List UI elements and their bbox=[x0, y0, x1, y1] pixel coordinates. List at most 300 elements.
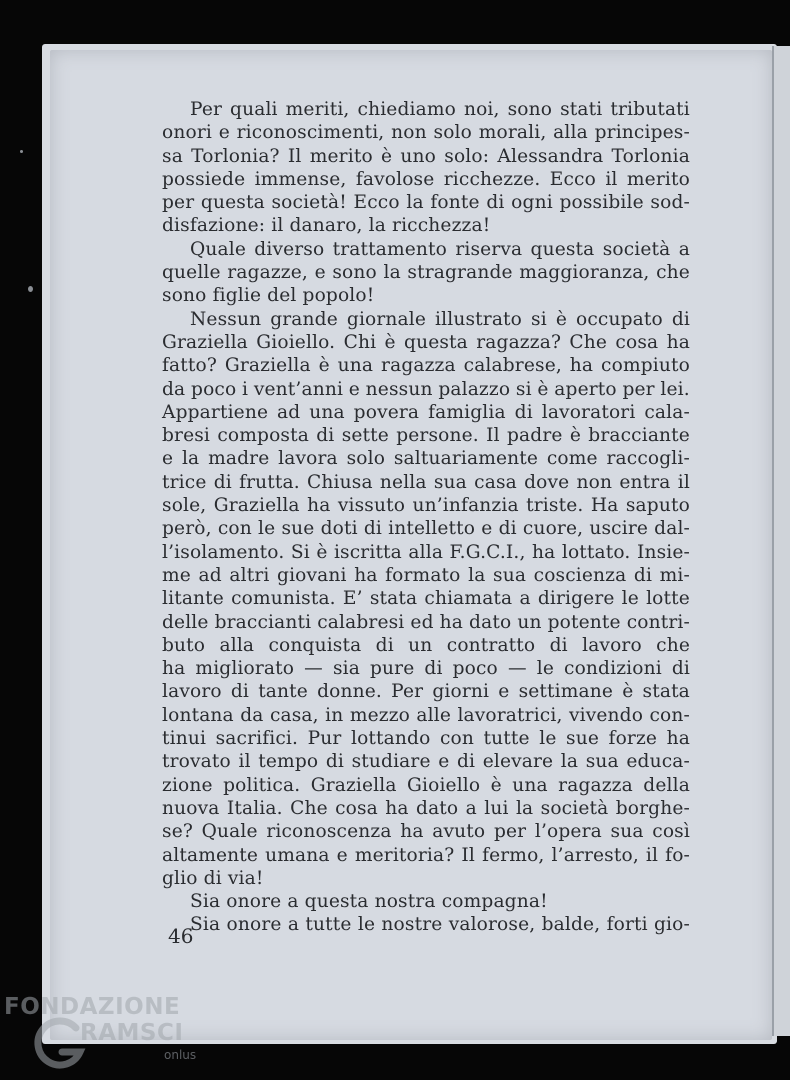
text-line-content: glio di via! bbox=[162, 867, 264, 889]
word: bracciante bbox=[588, 425, 690, 447]
text-line bbox=[162, 541, 690, 564]
word: con- bbox=[649, 704, 690, 726]
word: maggioranza, bbox=[519, 262, 650, 284]
word: onori bbox=[162, 122, 212, 144]
text-line bbox=[162, 284, 690, 307]
word: da bbox=[162, 378, 186, 400]
word: Il bbox=[461, 844, 476, 866]
text-line bbox=[162, 378, 690, 401]
word: la bbox=[181, 448, 200, 470]
word: padre bbox=[507, 425, 563, 447]
text-line bbox=[162, 611, 690, 634]
word: dato bbox=[416, 797, 459, 819]
word: litante bbox=[162, 588, 224, 610]
word: il bbox=[677, 471, 690, 493]
word: cosa bbox=[615, 331, 659, 353]
word: la bbox=[560, 751, 579, 773]
word: possibile bbox=[559, 192, 644, 214]
word: Gioiello. bbox=[256, 331, 336, 353]
word: dal- bbox=[654, 518, 690, 540]
word: Quale bbox=[201, 821, 258, 843]
word: ad bbox=[198, 564, 222, 586]
text-line bbox=[162, 331, 690, 354]
word: trattamento bbox=[332, 238, 448, 260]
word: è bbox=[569, 425, 581, 447]
word: una bbox=[309, 401, 345, 423]
word: politica. bbox=[223, 774, 301, 796]
word: società! bbox=[271, 192, 347, 214]
word: a bbox=[465, 797, 477, 819]
word: e bbox=[481, 518, 493, 540]
word: un bbox=[517, 611, 542, 633]
word: sono bbox=[507, 99, 553, 120]
word: noi, bbox=[463, 99, 500, 120]
word: studiare bbox=[351, 751, 431, 773]
word: zione bbox=[162, 774, 213, 796]
word: me bbox=[162, 564, 191, 586]
word: — bbox=[507, 658, 527, 680]
word: Che bbox=[569, 331, 608, 353]
next-page-edge bbox=[772, 46, 790, 1036]
word: una bbox=[512, 774, 548, 796]
text-line bbox=[162, 704, 690, 727]
word: stata bbox=[369, 588, 418, 610]
word: sue bbox=[566, 728, 600, 750]
word: ha bbox=[354, 564, 378, 586]
word: Sia bbox=[190, 914, 221, 936]
word: nessun bbox=[365, 378, 433, 400]
word: lontana bbox=[162, 704, 234, 726]
word: di bbox=[498, 518, 517, 540]
text-line bbox=[162, 913, 690, 936]
word: altamente bbox=[162, 844, 259, 866]
word: quelle bbox=[162, 262, 221, 284]
word: le bbox=[539, 728, 557, 750]
word: doti bbox=[320, 518, 358, 540]
word: riconoscenza bbox=[266, 821, 392, 843]
word: uscire bbox=[589, 518, 649, 540]
word: è bbox=[622, 681, 634, 703]
text-line bbox=[162, 191, 690, 214]
word: di bbox=[549, 634, 568, 656]
word: e bbox=[348, 378, 360, 400]
word: tempo bbox=[258, 751, 319, 773]
text-line bbox=[162, 308, 690, 331]
text-line bbox=[162, 424, 690, 447]
word: Nessun bbox=[190, 308, 262, 330]
word: trovato bbox=[162, 751, 231, 773]
word: E’ bbox=[342, 588, 363, 610]
word: ricchezze. bbox=[443, 168, 541, 190]
word: conquista bbox=[268, 634, 362, 656]
word: sono bbox=[332, 262, 377, 284]
text-line bbox=[162, 890, 690, 913]
text-line-content: disfazione: il danaro, la ricchezza! bbox=[162, 215, 491, 237]
word: fo- bbox=[665, 844, 690, 866]
text-line bbox=[162, 98, 690, 121]
word: è bbox=[316, 541, 328, 563]
word: Il bbox=[287, 145, 302, 167]
word: ragazza bbox=[558, 774, 633, 796]
word: lei. bbox=[660, 378, 690, 400]
word: ed bbox=[410, 611, 434, 633]
word: avuto bbox=[432, 821, 486, 843]
word: diverso bbox=[254, 238, 325, 260]
word: non bbox=[391, 122, 427, 144]
word: buto bbox=[162, 634, 206, 656]
text-line bbox=[162, 401, 690, 424]
word: casa, bbox=[269, 704, 319, 726]
text-line bbox=[162, 261, 690, 284]
word: per bbox=[493, 821, 527, 843]
word: di bbox=[230, 681, 250, 703]
word: frutta. bbox=[239, 471, 300, 493]
word: le bbox=[258, 518, 276, 540]
text-line bbox=[162, 354, 690, 377]
word: chiamata bbox=[424, 588, 513, 610]
word: nuova bbox=[162, 797, 220, 819]
word: poco bbox=[452, 658, 498, 680]
word: altri bbox=[229, 564, 270, 586]
word: lavoro bbox=[582, 634, 642, 656]
text-line bbox=[162, 680, 690, 703]
word: merito bbox=[626, 168, 690, 190]
word: lottando bbox=[350, 728, 431, 750]
word: chiediamo bbox=[357, 99, 456, 120]
scan-speck bbox=[28, 286, 33, 292]
word: tante bbox=[258, 681, 308, 703]
word: l’isolamento. bbox=[162, 541, 285, 563]
word: una bbox=[337, 355, 374, 377]
word: Che bbox=[290, 797, 328, 819]
word: e bbox=[314, 262, 326, 284]
word: riconoscimenti, bbox=[236, 122, 385, 144]
word: questa bbox=[404, 331, 468, 353]
word: la bbox=[515, 797, 534, 819]
word: da bbox=[240, 704, 264, 726]
word: compiuto bbox=[601, 355, 690, 377]
word: sua bbox=[493, 564, 527, 586]
word: ha bbox=[162, 658, 186, 680]
word: come bbox=[546, 448, 598, 470]
word: sod- bbox=[650, 192, 690, 214]
word: balde, bbox=[541, 914, 601, 936]
word: lottato. bbox=[561, 541, 631, 563]
word: sua bbox=[610, 821, 644, 843]
word: tributati bbox=[610, 99, 690, 120]
word: alla bbox=[553, 122, 588, 144]
text-line bbox=[162, 214, 690, 237]
word: persone. bbox=[396, 425, 479, 447]
word: di bbox=[325, 751, 344, 773]
word: e bbox=[218, 122, 230, 144]
word: cuore, bbox=[522, 518, 584, 540]
text-line bbox=[162, 471, 690, 494]
text-line bbox=[162, 587, 690, 610]
word: mezzo bbox=[349, 704, 410, 726]
text-line bbox=[162, 634, 690, 657]
word: dato bbox=[469, 611, 512, 633]
body-text bbox=[162, 98, 690, 937]
word: pure bbox=[370, 658, 415, 680]
word: sue bbox=[281, 518, 315, 540]
text-line bbox=[162, 750, 690, 773]
word: questa bbox=[200, 192, 265, 214]
word: comunista. bbox=[231, 588, 336, 610]
word: saltuariamente bbox=[393, 448, 539, 470]
word: merito bbox=[309, 145, 373, 167]
word: calabresi bbox=[317, 611, 405, 633]
watermark-line3: onlus bbox=[164, 1048, 197, 1062]
word: giorni bbox=[432, 681, 490, 703]
word: elevare bbox=[482, 751, 554, 773]
text-line bbox=[162, 797, 690, 820]
word: di bbox=[633, 564, 653, 586]
word: l’arresto, bbox=[551, 844, 639, 866]
word: madre bbox=[208, 448, 270, 470]
text-line bbox=[162, 145, 690, 168]
word: tutte bbox=[305, 914, 352, 936]
word: nostre bbox=[381, 914, 443, 936]
word: per bbox=[162, 192, 195, 214]
word: fatto? bbox=[162, 355, 217, 377]
word: Pur bbox=[307, 728, 342, 750]
word: società bbox=[540, 797, 609, 819]
word: ha bbox=[532, 541, 556, 563]
word: calabrese, bbox=[463, 355, 562, 377]
word: Chiusa bbox=[307, 471, 373, 493]
word: solo bbox=[346, 448, 386, 470]
word: Torlonia? bbox=[191, 145, 280, 167]
word: triste. bbox=[526, 495, 584, 517]
word: cala- bbox=[644, 401, 690, 423]
word: giovani bbox=[277, 564, 347, 586]
word: sette bbox=[341, 425, 389, 447]
word: per bbox=[622, 378, 655, 400]
word: con bbox=[217, 518, 252, 540]
word: sole, bbox=[162, 495, 207, 517]
word: Graziella bbox=[224, 355, 311, 377]
word: questa bbox=[530, 238, 595, 260]
word: migliorato bbox=[195, 658, 295, 680]
word: è bbox=[381, 145, 393, 167]
word: la bbox=[406, 192, 424, 214]
word: società bbox=[602, 238, 671, 260]
word: di bbox=[514, 401, 533, 423]
word: Graziella bbox=[310, 774, 397, 796]
word: cosa bbox=[335, 797, 378, 819]
word: solo: bbox=[444, 145, 490, 167]
text-line bbox=[162, 121, 690, 144]
word: uno bbox=[400, 145, 437, 167]
word: Quale bbox=[190, 238, 247, 260]
word: ha bbox=[569, 355, 594, 377]
word: alla bbox=[219, 634, 255, 656]
word: il bbox=[605, 168, 618, 190]
word: di bbox=[486, 192, 505, 214]
word: potente bbox=[547, 611, 621, 633]
word: ha bbox=[385, 797, 409, 819]
word: le bbox=[536, 658, 554, 680]
watermark-g-logo-icon bbox=[32, 1016, 86, 1072]
word: sa bbox=[162, 145, 183, 167]
word: ha bbox=[666, 728, 690, 750]
word: che bbox=[656, 262, 690, 284]
word: la bbox=[468, 564, 486, 586]
word: e bbox=[438, 751, 450, 773]
text-line bbox=[162, 168, 690, 191]
word: alle bbox=[416, 704, 452, 726]
text-line bbox=[162, 820, 690, 843]
word: è bbox=[384, 331, 396, 353]
text-line bbox=[162, 867, 690, 890]
word: con bbox=[439, 728, 475, 750]
word: fonte bbox=[430, 192, 480, 214]
text-line bbox=[162, 657, 690, 680]
word: educa- bbox=[626, 751, 690, 773]
word: di bbox=[671, 308, 690, 330]
word: sacrifici. bbox=[215, 728, 299, 750]
word: vent’anni bbox=[253, 378, 344, 400]
word: lui bbox=[484, 797, 509, 819]
word: donne. bbox=[317, 681, 382, 703]
word: Ecco bbox=[353, 192, 400, 214]
word: illustrato bbox=[435, 308, 523, 330]
word: contratto bbox=[446, 634, 536, 656]
word: ad bbox=[277, 401, 301, 423]
word: è bbox=[318, 355, 330, 377]
word: e bbox=[162, 448, 174, 470]
word: di bbox=[456, 751, 476, 773]
watermark-line2: RAMSCI bbox=[80, 1020, 184, 1046]
word: solo bbox=[433, 122, 472, 144]
word: mi- bbox=[659, 564, 690, 586]
word: un’infanzia bbox=[412, 495, 519, 517]
word: gio- bbox=[654, 914, 690, 936]
word: lavoro bbox=[162, 681, 222, 703]
text-line bbox=[162, 564, 690, 587]
word: non bbox=[576, 471, 613, 493]
word: stata bbox=[642, 681, 690, 703]
word: iscritta bbox=[333, 541, 402, 563]
word: a bbox=[678, 238, 690, 260]
text-line bbox=[162, 727, 690, 750]
watermark-line1: FONDAZIONE bbox=[4, 994, 181, 1020]
word: Chi bbox=[343, 331, 377, 353]
word: Il bbox=[486, 425, 500, 447]
text-line-content: sono figlie del popolo! bbox=[162, 285, 375, 307]
word: della bbox=[643, 774, 690, 796]
word: però, bbox=[162, 518, 212, 540]
text-line bbox=[162, 447, 690, 470]
word: condizioni bbox=[564, 658, 662, 680]
word: delle bbox=[162, 611, 209, 633]
word: aperto bbox=[554, 378, 617, 400]
text-line bbox=[162, 238, 690, 261]
word: composta bbox=[217, 425, 309, 447]
word: settimane bbox=[518, 681, 614, 703]
text-line bbox=[162, 517, 690, 540]
word: principes- bbox=[594, 122, 690, 144]
word: giornale bbox=[346, 308, 427, 330]
word: ha bbox=[666, 331, 690, 353]
word: Graziella bbox=[162, 331, 248, 353]
word: stati bbox=[560, 99, 603, 120]
word: sua bbox=[433, 471, 467, 493]
word: di bbox=[375, 634, 394, 656]
word: tutte bbox=[483, 728, 530, 750]
word: meriti, bbox=[285, 99, 350, 120]
word: Graziella bbox=[213, 495, 300, 517]
word: borghe- bbox=[615, 797, 690, 819]
word: di bbox=[213, 471, 232, 493]
word: poco bbox=[191, 378, 237, 400]
word: i bbox=[242, 378, 249, 400]
word: valorose, bbox=[448, 914, 536, 936]
word: è bbox=[490, 774, 502, 796]
word: morali, bbox=[478, 122, 547, 144]
word: la bbox=[383, 262, 401, 284]
word: le bbox=[357, 914, 376, 936]
word: Per bbox=[391, 681, 424, 703]
word: palazzo bbox=[438, 378, 511, 400]
word: forze bbox=[608, 728, 658, 750]
word: fermo, bbox=[482, 844, 545, 866]
text-line bbox=[162, 494, 690, 517]
word: alla bbox=[408, 541, 444, 563]
word: si bbox=[531, 308, 547, 330]
word: Alessandra bbox=[497, 145, 604, 167]
word: contri- bbox=[626, 611, 690, 633]
word: ragazze, bbox=[227, 262, 308, 284]
word: Appartiene bbox=[162, 401, 269, 423]
word: raccogli- bbox=[606, 448, 690, 470]
word: F.G.C.I., bbox=[449, 541, 526, 563]
word: se? bbox=[162, 821, 193, 843]
word: famiglia bbox=[428, 401, 506, 423]
word: forti bbox=[606, 914, 648, 936]
word: immense, bbox=[254, 168, 347, 190]
watermark bbox=[4, 994, 204, 1074]
word: ha bbox=[307, 495, 331, 517]
word: lavoratrici, bbox=[457, 704, 563, 726]
word: è bbox=[555, 308, 567, 330]
word: di bbox=[316, 425, 335, 447]
word: di bbox=[671, 658, 690, 680]
word: in bbox=[325, 704, 344, 726]
word: lavoratori bbox=[541, 401, 636, 423]
word: intelletto bbox=[388, 518, 476, 540]
word: lotte bbox=[646, 588, 690, 610]
word: entra bbox=[619, 471, 671, 493]
word: così bbox=[652, 821, 690, 843]
word: possiede bbox=[162, 168, 246, 190]
word: che bbox=[656, 634, 690, 656]
word: Ha bbox=[590, 495, 619, 517]
word: tinui bbox=[162, 728, 207, 750]
word: stragrande bbox=[407, 262, 513, 284]
word: — bbox=[304, 658, 323, 680]
word: ragazza? bbox=[476, 331, 562, 353]
word: ogni bbox=[511, 192, 553, 214]
word: il bbox=[645, 844, 659, 866]
word: e bbox=[336, 844, 348, 866]
word: ragazza bbox=[381, 355, 456, 377]
word: a bbox=[287, 914, 300, 936]
word: dove bbox=[524, 471, 570, 493]
word: Insie- bbox=[636, 541, 690, 563]
word: formato bbox=[385, 564, 461, 586]
